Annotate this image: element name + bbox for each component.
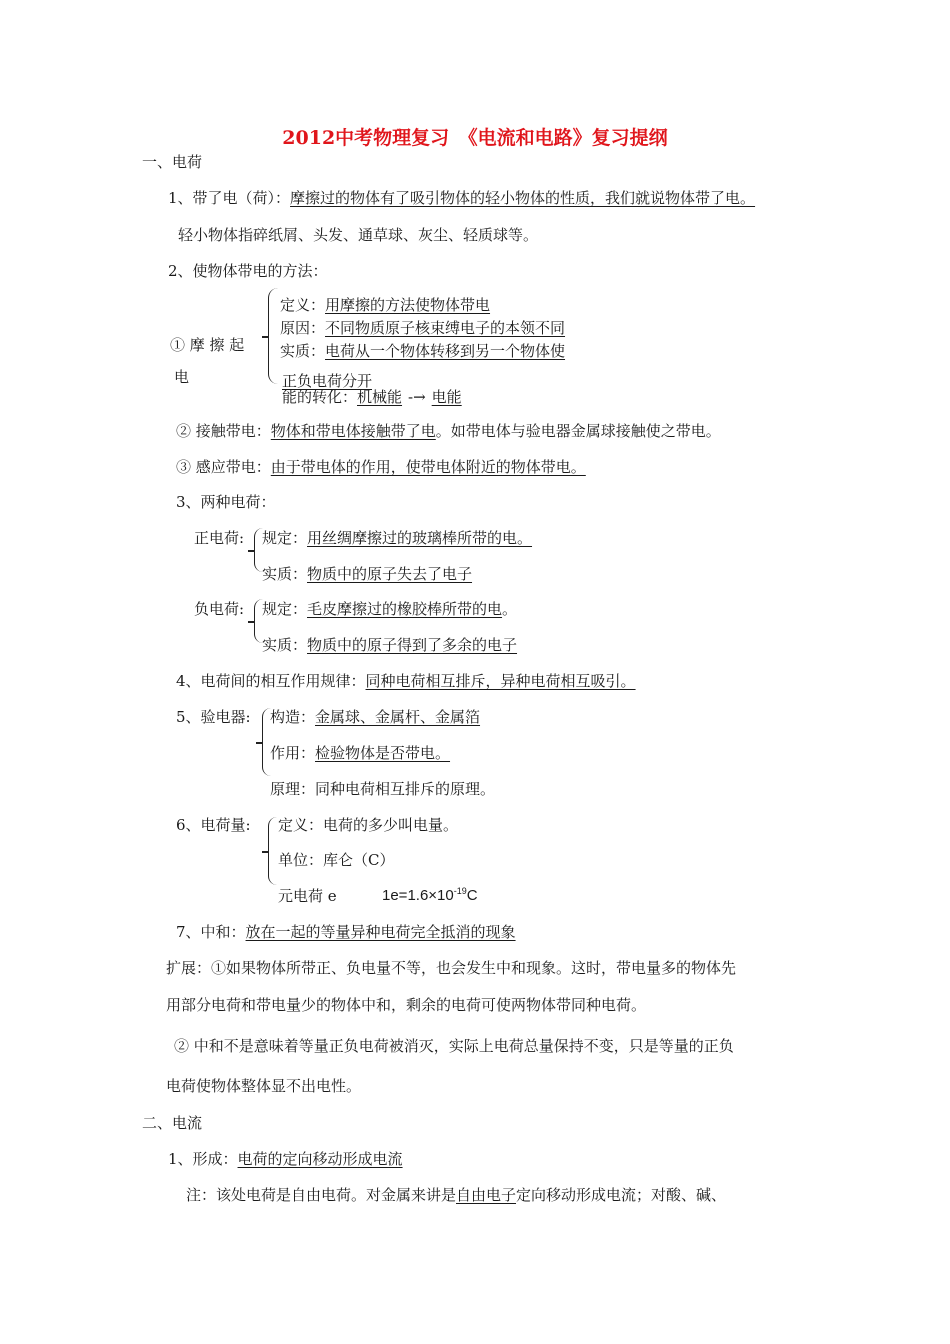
section-heading-current: 二、电流 xyxy=(142,1114,203,1132)
friction-brace xyxy=(268,288,279,384)
item-3-label: 3、两种电荷： xyxy=(176,493,276,511)
item-5-label: 5、验电器: xyxy=(176,708,251,726)
charge-quantity-definition: 定义：电荷的多少叫电量。 xyxy=(278,816,459,834)
energy-conversion: 能的转化：机械能 -→ 电能 xyxy=(282,388,462,406)
extension-line-2: 用部分电荷和带电量少的物体中和，剩余的电荷可使两物体带同种电荷。 xyxy=(166,996,647,1014)
page-title: 2012中考物理复习 《电流和电路》复习提纲 xyxy=(282,127,668,149)
friction-label: ① 摩 擦 起 xyxy=(170,336,245,354)
item-1-label: 1、带了电（荷）： xyxy=(168,189,291,207)
friction-cause: 原因：不同物质原子核束缚电子的本领不同 xyxy=(280,319,566,337)
friction-definition: 定义：用摩擦的方法使物体带电 xyxy=(280,296,491,314)
friction-essence-cont: 正负电荷分开 xyxy=(282,372,373,390)
item-6-label: 6、电荷量: xyxy=(176,816,251,834)
friction-label-cont: 电 xyxy=(174,368,190,386)
electroscope-use: 作用：检验物体是否带电。 xyxy=(270,744,451,762)
item-2-label: 2、使物体带电的方法： xyxy=(168,262,328,280)
item-1-note: 轻小物体指碎纸屑、头发、通草球、灰尘、轻质球等。 xyxy=(178,226,539,244)
positive-rule: 规定：用丝绸摩擦过的玻璃棒所带的电。 xyxy=(262,529,533,547)
negative-charge-label: 负电荷: xyxy=(194,600,245,618)
item-4: 4、电荷间的相互作用规律：同种电荷相互排斥，异种电荷相互吸引。 xyxy=(176,672,636,690)
item-7: 7、中和：放在一起的等量异种电荷完全抵消的现象 xyxy=(176,923,516,941)
charge-quantity-unit: 单位：库仑（C） xyxy=(278,851,395,869)
positive-charge-label: 正电荷: xyxy=(194,529,245,547)
current-note: 注：该处电荷是自由电荷。对金属来讲是自由电子定向移动形成电流；对酸、碱、 xyxy=(186,1186,727,1204)
negative-essence: 实质：物质中的原子得到了多余的电子 xyxy=(262,636,518,654)
extension-line-4: 电荷使物体整体显不出电性。 xyxy=(166,1077,362,1095)
extension-line-3: ② 中和不是意味着等量正负电荷被消灭，实际上电荷总量保持不变，只是等量的正负 xyxy=(174,1037,734,1055)
current-formation: 1、形成：电荷的定向移动形成电流 xyxy=(168,1150,403,1168)
item-1-definition: 摩擦过的物体有了吸引物体的轻小物体的性质，我们就说物体带了电。 xyxy=(290,189,756,207)
elementary-charge-value: $1e=1.6\times 10^{-19}C$ xyxy=(382,886,478,904)
elementary-charge: 元电荷 e xyxy=(278,887,337,905)
negative-rule: 规定：毛皮摩擦过的橡胶棒所带的电。 xyxy=(262,600,518,618)
positive-essence: 实质：物质中的原子失去了电子 xyxy=(262,565,473,583)
arrow-icon: -→ xyxy=(408,388,426,406)
section-heading-charge: 一、电荷 xyxy=(142,153,203,171)
induction-charging: ③ 感应带电：由于带电体的作用，使带电体附近的物体带电。 xyxy=(176,458,586,476)
charge-quantity-brace xyxy=(268,817,277,885)
electroscope-principle: 原理：同种电荷相互排斥的原理。 xyxy=(270,780,496,798)
item-1 xyxy=(168,188,755,208)
friction-essence: 实质：电荷从一个物体转移到另一个物体使 xyxy=(280,342,566,360)
extension-line-1: 扩展：①如果物体所带正、负电量不等，也会发生中和现象。这时，带电量多的物体先 xyxy=(166,959,737,977)
contact-charging: ② 接触带电：物体和带电体接触带了电。如带电体与验电器金属球接触使之带电。 xyxy=(176,422,721,440)
electroscope-structure: 构造：金属球、金属杆、金属箔 xyxy=(270,708,481,726)
